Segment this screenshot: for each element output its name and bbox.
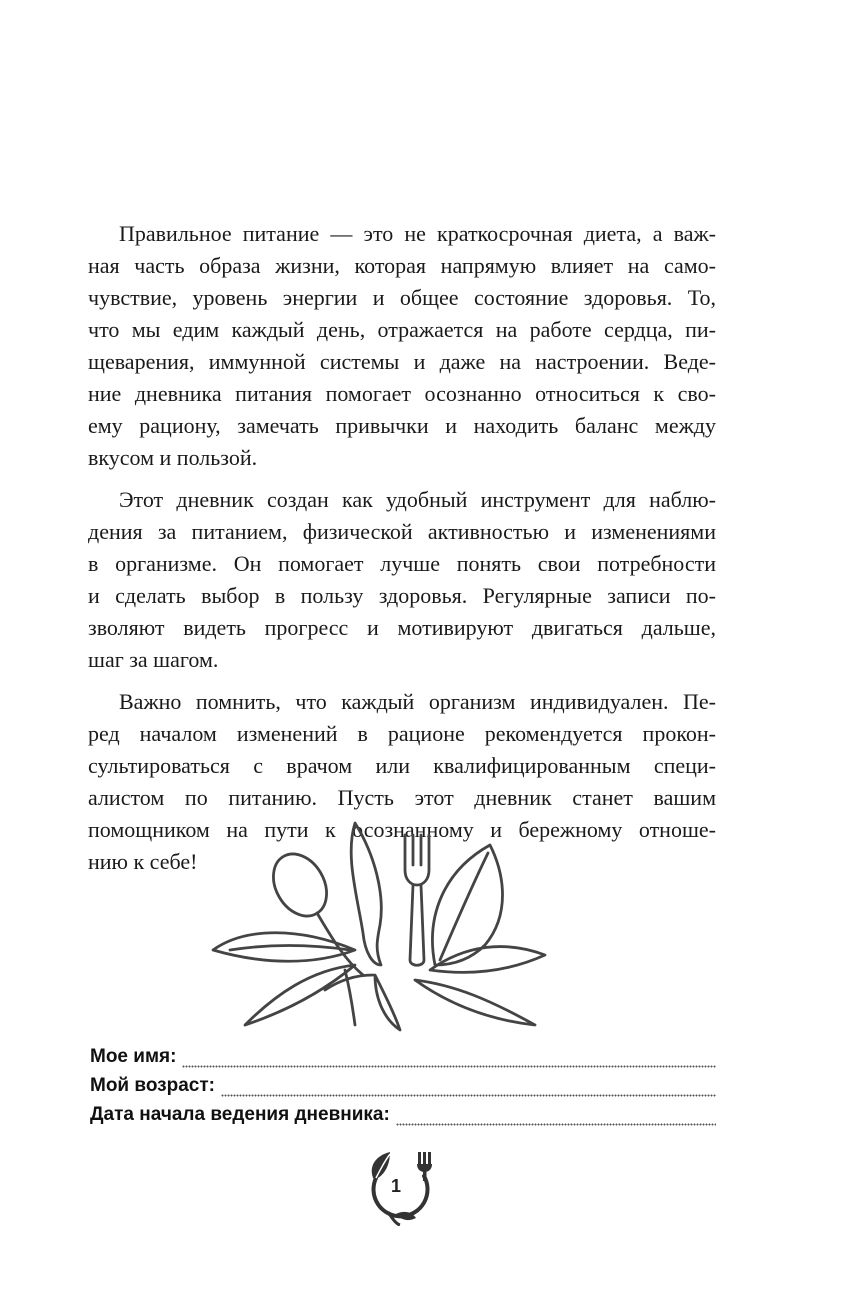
text-line: сультироваться с врачом или квалифицированным специ-: [88, 753, 716, 778]
text-line: ние дневника питания помогает осознанно относиться к сво-: [88, 381, 716, 406]
leaf-vein: [440, 853, 488, 960]
paragraph-1: [88, 218, 716, 474]
text-line: дения за питанием, физической активностью и изменениями: [88, 519, 716, 544]
name-label: Мое имя:: [90, 1046, 177, 1067]
age-field[interactable]: [90, 1075, 716, 1104]
text-line: алистом по питанию. Пусть этот дневник станет вашим: [88, 785, 716, 810]
leaf-icon: [430, 947, 545, 973]
start-date-label: Дата начала ведения дневника:: [90, 1104, 390, 1125]
leaf-icon: [415, 980, 535, 1025]
text-line: ред началом изменений в рационе рекомендуется прокон-: [88, 721, 716, 746]
fork-handle: [410, 885, 424, 965]
text-line: что мы едим каждый день, отражается на работе сердца, пи-: [88, 317, 716, 342]
text-line: в организме. Он помогает лучше понять свои потребности: [88, 551, 716, 576]
text-line: шаг за шагом.: [88, 647, 219, 672]
knife-icon: [351, 823, 381, 965]
text-line: и сделать выбор в пользу здоровья. Регулярные записи по-: [88, 583, 716, 608]
paragraph-2: [88, 484, 716, 676]
text-line: Этот дневник создан как удобный инструмент для наблю-: [119, 487, 716, 512]
start-date-field[interactable]: [90, 1104, 716, 1133]
cutlery-leaves-illustration: [205, 815, 550, 1040]
text-line: Правильное питание — это не краткосрочная диета, а важ-: [119, 221, 716, 246]
age-fill-line[interactable]: [221, 1092, 716, 1098]
text-line: ная часть образа жизни, которая напрямую влияет на само-: [88, 253, 716, 278]
text-line: чувствие, уровень энергии и общее состояние здоровья. То,: [88, 285, 716, 310]
text-line: Важно помнить, что каждый организм индивидуален. Пе-: [119, 689, 716, 714]
leaf-icon: [245, 965, 355, 1025]
text-line: нию к себе!: [88, 849, 198, 874]
leaf-icon: [375, 975, 400, 1030]
text-line: ему рациону, замечать привычки и находить баланс между: [88, 413, 716, 438]
name-fill-line[interactable]: [182, 1063, 716, 1069]
personal-info-form: [90, 1046, 716, 1133]
leaf-vein: [230, 945, 350, 950]
text-line: помощником на пути к осознанному и бережному отноше-: [88, 817, 716, 842]
age-label: Мой возраст:: [90, 1075, 215, 1096]
text-line: щеварения, иммунной системы и даже на настроении. Веде-: [88, 349, 716, 374]
fork-icon: [405, 835, 429, 885]
page-number: 1: [390, 1176, 401, 1196]
name-field[interactable]: [90, 1046, 716, 1075]
text-line: вкусом и пользой.: [88, 445, 258, 470]
spoon-icon: [263, 844, 338, 925]
intro-text: [88, 218, 716, 878]
text-line: зволяют видеть прогресс и мотивируют двигаться дальше,: [88, 615, 716, 640]
start-date-fill-line[interactable]: [396, 1121, 716, 1127]
